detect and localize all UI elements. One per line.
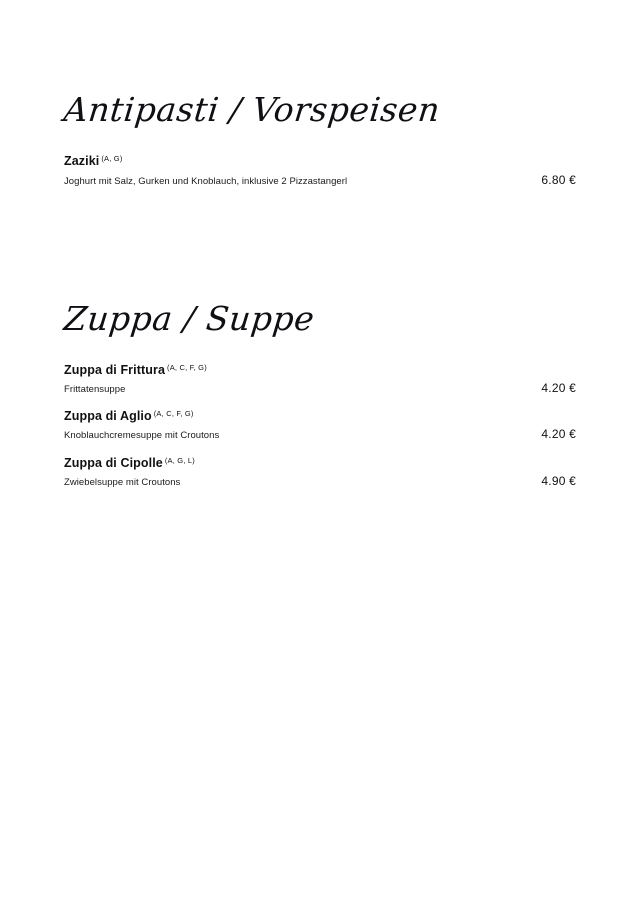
menu-item-detail-row <box>64 474 576 489</box>
menu-item-allergens: (A, C, F, G) <box>167 362 207 372</box>
menu-item-name: Zaziki <box>64 154 100 169</box>
section-items-antipasti <box>64 154 576 188</box>
menu-item <box>64 363 576 396</box>
menu-item-title-row <box>64 409 576 423</box>
menu-item-price: 4.20 € <box>541 380 576 395</box>
menu-item-title-row <box>64 456 576 470</box>
menu-item-description: Knoblauchcremesuppe mit Croutons <box>64 430 220 442</box>
menu-item-name: Zuppa di Frittura <box>64 362 165 377</box>
menu-item-name: Zuppa di Cipolle <box>64 455 163 470</box>
menu-item-description: Joghurt mit Salz, Gurken und Knoblauch, inklusive 2 Pizzastangerl <box>64 176 348 188</box>
menu-item-allergens: (A, C, F, G) <box>153 409 194 419</box>
menu-item-allergens: (A, G) <box>101 154 123 164</box>
menu-item <box>64 409 576 442</box>
menu-item-detail-row <box>64 427 576 442</box>
menu-item-title-row <box>64 363 576 377</box>
menu-item-detail-row <box>64 381 576 396</box>
menu-item-allergens: (A, G, L) <box>164 455 195 465</box>
section-items-zuppa <box>64 363 576 489</box>
section-heading-antipasti: Antipasti / Vorspeisen <box>62 90 442 129</box>
menu-item-name: Zuppa di Aglio <box>64 409 152 424</box>
menu-item-description: Zwiebelsuppe mit Croutons <box>64 476 181 488</box>
menu-item-price: 4.90 € <box>541 473 576 488</box>
menu-item <box>64 456 576 489</box>
menu-section-antipasti <box>64 0 576 189</box>
section-heading-zuppa: Zuppa / Suppe <box>62 298 317 338</box>
menu-section-zuppa <box>64 201 576 489</box>
menu-item <box>64 154 576 188</box>
menu-item-price: 6.80 € <box>541 173 576 188</box>
menu-item-detail-row <box>64 173 576 188</box>
menu-item-description: Frittatensuppe <box>64 383 126 395</box>
menu-item-price: 4.20 € <box>541 427 576 442</box>
menu-item-title-row <box>64 154 576 168</box>
